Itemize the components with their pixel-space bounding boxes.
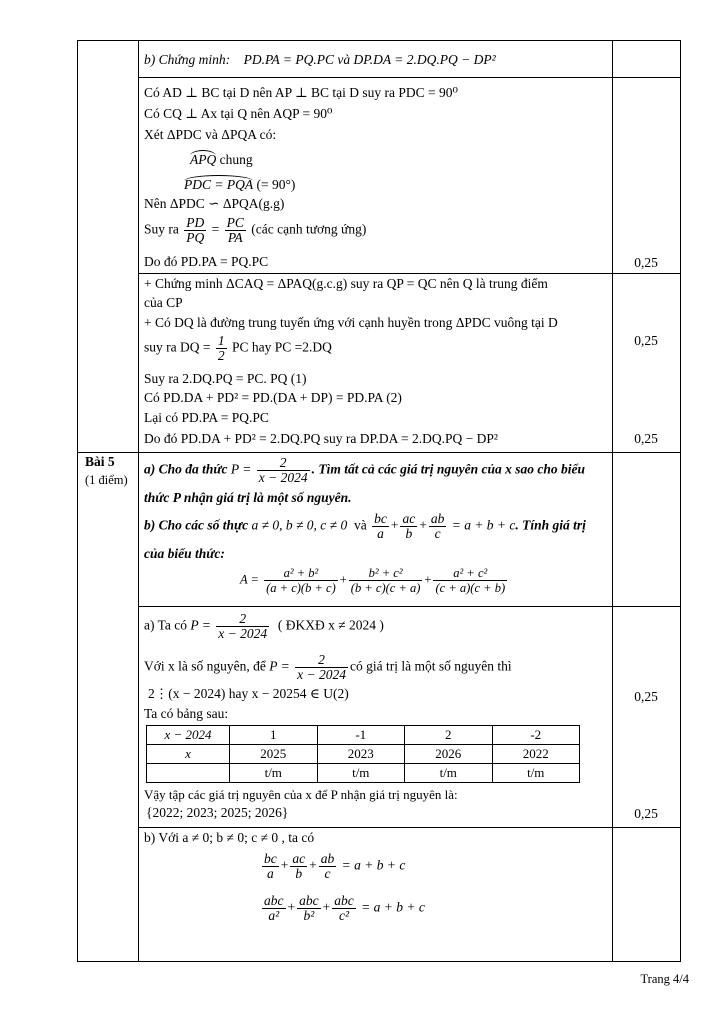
frac-den: (b + c)(c + a) [350,581,421,595]
frac-den: x − 2024 [258,470,308,485]
proof-line-5 [184,175,295,193]
table-cell: 1 [230,726,318,745]
table-row [147,745,580,764]
frac-den: b² [303,908,315,923]
score: 0,25 [634,255,658,270]
frac-den: (a + c)(b + c) [266,581,336,595]
proof-m4 [144,334,332,363]
proof-m2: của CP [144,295,183,310]
proof-m3: + Có DQ là đường trung tuyến ứng với cạnh huyền trong ΔPDC vuông tại D [144,315,558,330]
fraction [262,852,279,881]
frac-num: PD [186,215,205,230]
frac-num: b² + c² [349,566,423,581]
a-label: a) Cho đa thức [144,461,228,477]
fraction [319,852,337,881]
table-cell [147,764,230,783]
frac-num: ac [292,851,306,866]
frac-num: 2 [216,612,269,627]
frac-num: PC [226,215,244,230]
sol-a-line1 [144,612,384,641]
proof-m7: Lại có PD.PA = PQ.PC [144,410,269,425]
frac-den: PQ [186,230,205,245]
frac-den: x − 2024 [297,667,346,682]
table-cell: t/m [405,764,493,783]
frac-num: abc [334,893,354,908]
column-divider [612,41,613,961]
heading-label: b) Chứng minh: [144,52,231,67]
frac-den: 2 [217,348,225,363]
problem-b-line2: của biểu thức: [144,546,225,561]
row-divider [138,273,680,274]
proof-line-2: Có CQ ⊥ Ax tại Q nên AQP = 90⁰ [144,106,333,121]
problem-a-line2: thức P nhận giá trị là một số nguyên. [144,490,352,505]
eq1-rhs: = a + b + c [341,857,406,873]
table-row [147,764,580,783]
table-cell: 2023 [317,745,405,764]
equals: = [211,221,220,237]
table-cell: x − 2024 [147,726,230,745]
frac-den: (c + a)(c + b) [435,581,506,595]
table-cell: 2022 [492,745,580,764]
frac-den: c [324,866,331,881]
table-row [147,726,580,745]
fraction [264,566,338,595]
heading-and: và [337,52,351,67]
m4-pre: suy ra DQ = [144,339,211,355]
frac-num: abc [264,893,284,908]
frac-num: 2 [257,456,310,471]
table-cell: x [147,745,230,764]
heading-expr2: DP.DA = 2.DQ.PQ − DP² [353,52,496,67]
frac-num: ac [402,511,416,526]
m4-post: PC hay PC =2.DQ [231,339,332,355]
proof-line-7 [144,216,366,245]
sol-a-line3: 2⋮(x − 2024) hay x − 20254 ∈ U(2) [148,686,349,701]
frac-den: b [295,866,303,881]
frac-den: a [377,526,384,541]
proof-line-3: Xét ΔPDC và ΔPQA có: [144,127,277,142]
angle-equality: PDC = PQA [184,177,254,192]
frac-num: bc [374,511,387,526]
fraction [216,612,269,641]
sol-a2-pre: Với x là số nguyên, để [144,658,266,674]
note: (các cạnh tương ứng) [251,221,367,237]
heading-expr1: PD.PA = PQ.PC [243,52,334,67]
a-lhs: P = [230,461,252,477]
frac-den: a² [268,908,280,923]
frac-num: 1 [217,333,225,348]
problem-b: b) Cho các số thực a ≠ 0, b ≠ 0, c ≠ 0 và $\frac{bc}{a}$ + $\frac{ac}{b}$ + $\frac{ab}{c}$ = a + b + c. Tính giá trị [144,511,586,541]
proof-line-6: Nên ΔPDC ∽ ΔPQA(g.g) [144,196,285,211]
proof-m8: Do đó PD.DA + PD² = 2.DQ.PQ suy ra DP.DA = 2.DQ.PQ − DP² [144,431,498,446]
column-divider [138,41,139,961]
fraction [433,566,507,595]
frac-den: a [267,866,274,881]
table-cell: t/m [230,764,318,783]
proof-heading [144,52,496,68]
table-cell: 2 [405,726,493,745]
fraction [184,216,206,245]
row-divider [138,606,680,607]
sol-b-eq1: $\frac{bc}{a}$ + $\frac{ac}{b}$ + $\frac{ab}{c}$ = a + b + c [264,851,406,881]
fraction [372,512,389,541]
fraction [257,456,310,485]
score: 0,25 [634,431,658,446]
fraction [295,653,348,682]
angle-apq: APQ [190,152,217,167]
table-cell: t/m [492,764,580,783]
eq2-rhs: = a + b + c [361,899,425,915]
score: 0,25 [634,689,658,704]
table-cell: t/m [317,764,405,783]
frac-num: 2 [295,653,348,668]
row-divider [138,827,680,828]
frac-num: ab [430,511,445,526]
proof-m6: Có PD.DA + PD² = PD.(DA + DP) = PD.PA (2) [144,390,402,405]
proof-line-8: Do đó PD.PA = PQ.PC [144,254,269,269]
fraction [332,894,356,923]
b-rest: . Tính giá trị [515,517,586,533]
problem-label: Bài 5 [85,454,115,469]
sol-a-cond: ( ĐKXĐ x ≠ 2024 ) [277,617,384,633]
a-rest: . Tìm tất cả các giá trị nguyên của x sao cho biểu [311,461,585,477]
sol-b-eq2: $\frac{\text{abc}}{\text{a²}}$ + $\frac{\text{abc}}{\text{b²}}$ + $\frac{\text{abc}}{\text{c²}}$ = a + b + c [264,893,425,923]
suy-ra: Suy ra [144,221,179,237]
proof-line-4 [190,150,253,168]
angle-common-text: chung [219,152,253,167]
frac-den: b [405,526,413,541]
row-divider [78,452,680,453]
sol-a-line2 [144,653,512,682]
sol-a-line5: Vậy tập các giá trị nguyên của x để P nhận giá trị nguyên là: [144,787,458,802]
expression-A: A = $\frac{\text{a² + b²}}{(a + c)(b + c)}$ + $\frac{\text{b² + c²}}{(b + c)(c + a)}$ + $\frac{\text{a² + c²}}{(c + a)(c + b)}$ [240,566,506,595]
frac-den: c [434,526,441,541]
b-label: b) Cho các số thực [144,517,249,533]
table-cell: 2025 [230,745,318,764]
table-cell: -2 [492,726,580,745]
frac-num: a² + b² [264,566,338,581]
b-rhs: = a + b + c [451,517,516,533]
sol-a2-lhs: P = [269,658,290,674]
table-cell: 2026 [405,745,493,764]
frac-num: bc [264,851,277,866]
proof-m1: + Chứng minh ΔCAQ = ΔPAQ(g.c.g) suy ra QP = QC nên Q là trung điểm [144,276,548,291]
A-lhs: A = [240,572,259,587]
score: 0,25 [634,333,658,348]
b-and: và [353,517,367,533]
angle-value: (= 90°) [256,177,296,192]
frac-num: abc [299,893,319,908]
sol-a-line6: {2022; 2023; 2025; 2026} [146,805,289,820]
score: 0,25 [634,806,658,821]
sol-a-line4: Ta có bảng sau: [144,706,229,721]
fraction [216,334,227,363]
fraction [262,894,286,923]
fraction [429,512,447,541]
frac-num: ab [320,851,335,866]
fraction [400,512,417,541]
frac-den: c² [338,908,350,923]
frac-den: x − 2024 [218,626,268,641]
problem-points: (1 điểm) [85,473,128,487]
fraction [290,852,307,881]
sol-b-line1: b) Với a ≠ 0; b ≠ 0; c ≠ 0 , ta có [144,830,315,845]
row-divider [138,77,680,78]
table-cell: -1 [317,726,405,745]
frac-num: a² + c² [433,566,507,581]
b-cond: a ≠ 0, b ≠ 0, c ≠ 0 [251,517,348,533]
fraction [225,216,246,245]
value-table [146,725,580,783]
problem-a [144,456,585,485]
page-number: Trang 4/4 [640,972,689,986]
sol-a-lhs: P = [190,617,211,633]
sol-a-pre: a) Ta có [144,617,188,633]
fraction [297,894,321,923]
fraction [349,566,423,595]
proof-m5: Suy ra 2.DQ.PQ = PC. PQ (1) [144,371,307,386]
frac-den: PA [227,230,243,245]
sol-a2-post: có giá trị là một số nguyên thì [349,658,512,674]
proof-line-1: Có AD ⊥ BC tại D nên AP ⊥ BC tại D suy ra PDC = 90⁰ [144,85,458,100]
